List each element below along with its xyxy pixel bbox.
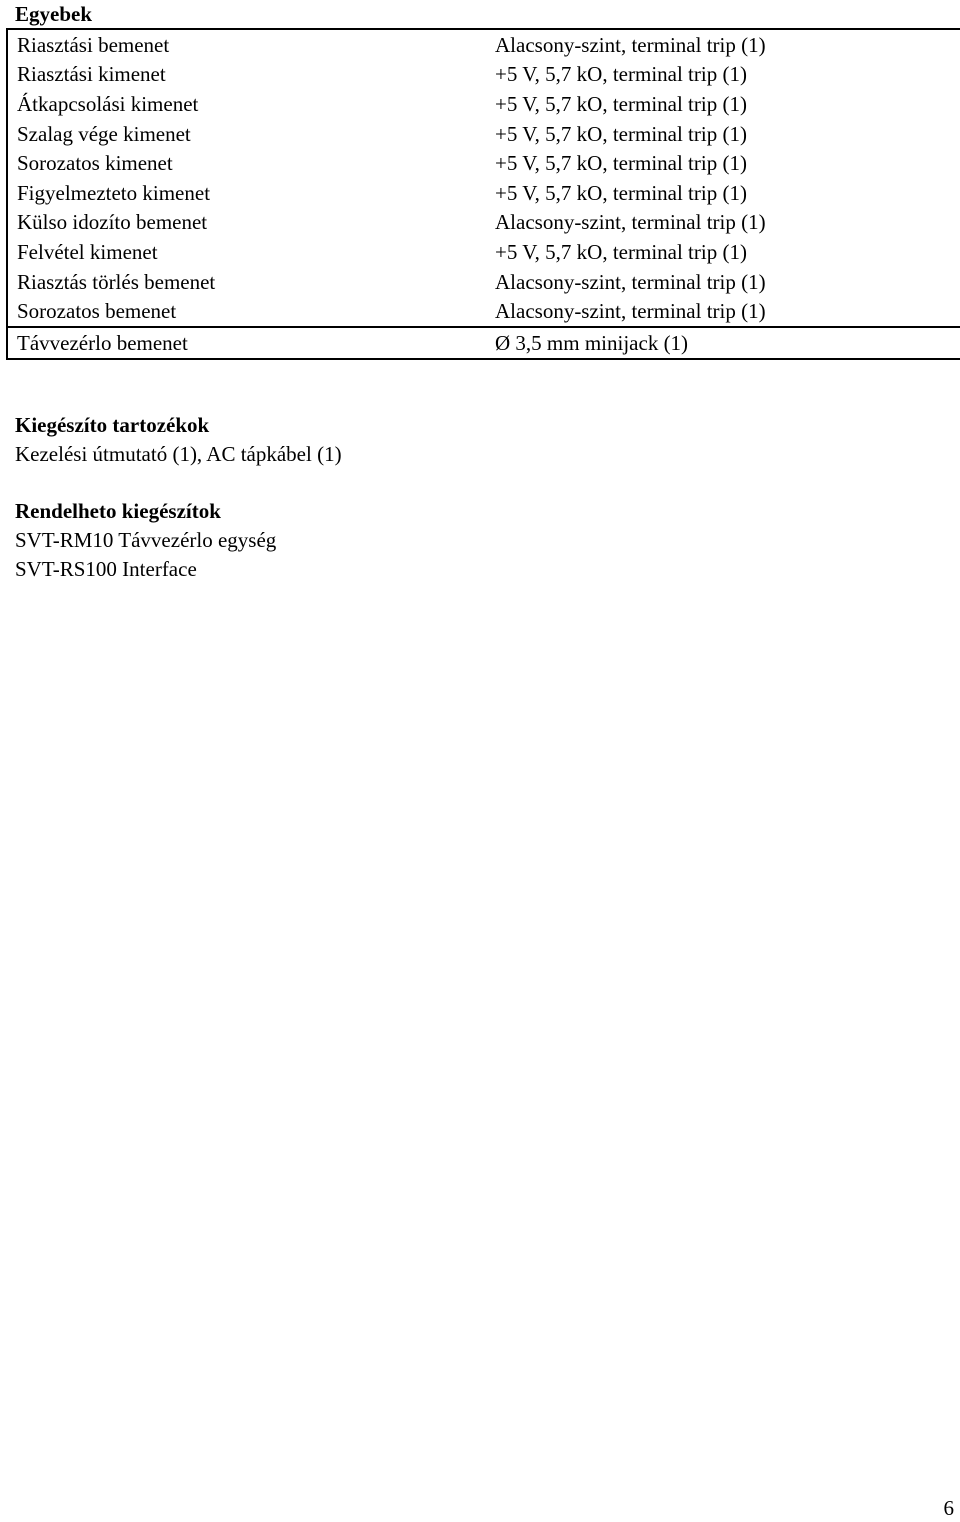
row-value: +5 V, 5,7 kO, terminal trip (1) [495,62,747,87]
table-row [8,119,960,149]
optional-heading: Rendelheto kiegészítok [15,499,221,523]
accessories-section [15,411,342,469]
row-label: Riasztási kimenet [17,62,166,87]
row-value: +5 V, 5,7 kO, terminal trip (1) [495,91,747,116]
optional-item: SVT-RM10 Távvezérlo egység [15,528,277,552]
accessories-item: Kezelési útmutató (1), AC tápkábel (1) [15,442,342,466]
row-value: +5 V, 5,7 kO, terminal trip (1) [495,151,747,176]
row-value: Alacsony-szint, terminal trip (1) [495,32,766,57]
row-label: Külso idozíto bemenet [17,210,208,235]
section-title: Egyebek [15,2,93,26]
row-label: Szalag vége kimenet [17,121,191,146]
row-label: Sorozatos bemenet [17,299,177,324]
row-label: Riasztási bemenet [17,32,170,57]
table-row [8,326,960,358]
row-value: Alacsony-szint, terminal trip (1) [495,299,766,324]
spec-table [6,28,960,360]
row-label: Átkapcsolási kimenet [17,91,199,116]
table-row [8,178,960,208]
row-value: Alacsony-szint, terminal trip (1) [495,269,766,294]
row-value: +5 V, 5,7 kO, terminal trip (1) [495,121,747,146]
row-label: Sorozatos kimenet [17,151,173,176]
row-label: Riasztás törlés bemenet [17,269,216,294]
table-row [8,30,960,60]
row-value: +5 V, 5,7 kO, terminal trip (1) [495,239,747,264]
table-row [8,89,960,119]
row-label: Felvétel kimenet [17,239,158,264]
page-number: 6 [943,1496,954,1520]
table-row [8,296,960,326]
optional-accessories-section [15,497,276,584]
row-label: Figyelmezteto kimenet [17,180,211,205]
optional-item: SVT-RS100 Interface [15,557,197,581]
row-value: Ø 3,5 mm minijack (1) [495,330,689,355]
table-row [8,237,960,267]
row-label: Távvezérlo bemenet [17,330,188,355]
table-row [8,148,960,178]
table-row [8,60,960,90]
accessories-heading: Kiegészíto tartozékok [15,413,210,437]
table-row [8,208,960,238]
table-row [8,267,960,297]
row-value: +5 V, 5,7 kO, terminal trip (1) [495,180,747,205]
row-value: Alacsony-szint, terminal trip (1) [495,210,766,235]
